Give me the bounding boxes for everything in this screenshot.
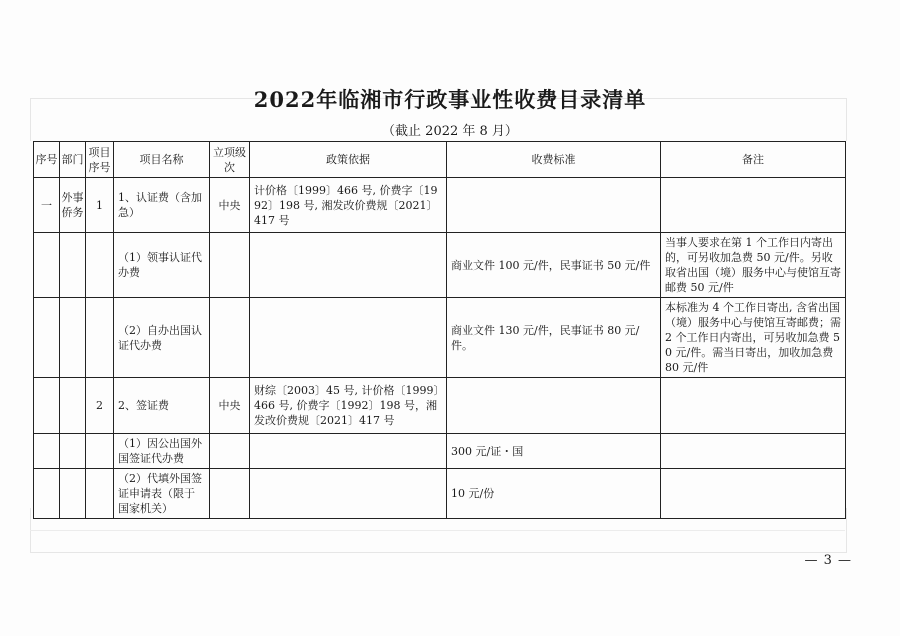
header-level: 立项级次 [210,142,250,178]
cell-level [210,298,250,378]
cell-standard: 商业文件 130 元/件，民事证书 80 元/件。 [447,298,661,378]
cell-dept [60,434,86,469]
cell-level [210,434,250,469]
cell-policy [250,298,447,378]
cell-note: 当事人要求在第 1 个工作日内寄出的，可另收加急费 50 元/件。另收取省出国（境）服务中心与使馆互寄邮费 50 元/件 [661,233,846,298]
cell-item-name: （2）自办出国认证代办费 [114,298,210,378]
cell-level: 中央 [210,378,250,434]
header-standard: 收费标准 [447,142,661,178]
cell-standard [447,178,661,233]
cell-dept [60,233,86,298]
cell-item-name: 2、签证费 [114,378,210,434]
cell-level [210,233,250,298]
header-item-name: 项目名称 [114,142,210,178]
cell-seq [34,469,60,519]
page-subtitle: （截止 2022 年 8 月） [382,124,518,139]
cell-standard: 商业文件 100 元/件，民事证书 50 元/件 [447,233,661,298]
cell-level [210,469,250,519]
header-note: 备注 [661,142,846,178]
cell-level: 中央 [210,178,250,233]
cell-dept [60,298,86,378]
cell-seq [34,233,60,298]
bleed-through-line [30,530,845,531]
table-row [34,233,846,298]
cell-seq [34,298,60,378]
cell-dept [60,469,86,519]
cell-item-name: （2）代填外国签证申请表（限于国家机关） [114,469,210,519]
cell-item-name: 1、认证费（含加急） [114,178,210,233]
header-seq: 序号 [34,142,60,178]
table-row [34,378,846,434]
cell-standard: 300 元/证・国 [447,434,661,469]
cell-note: 本标准为 4 个工作日寄出, 含省出国（境）服务中心与使馆互寄邮费；需 2 个工作日内寄出，可另收加急费 50 元/件。需当日寄出，加收加急费 80 元/件 [661,298,846,378]
page-title: 2022年临湘市行政事业性收费目录清单 [253,87,647,112]
cell-policy [250,233,447,298]
cell-item-name: （1）因公出国外国签证代办费 [114,434,210,469]
cell-dept [60,378,86,434]
cell-policy: 财综〔2003〕45 号, 计价格〔1999〕466 号, 价费字〔1992〕198 号，湘发改价费规〔2021〕417 号 [250,378,447,434]
cell-seq [34,378,60,434]
cell-item-no: 1 [86,178,114,233]
cell-policy [250,434,447,469]
table-row [34,178,846,233]
table-row [34,298,846,378]
cell-standard: 10 元/份 [447,469,661,519]
table-row [34,434,846,469]
page-number: — 3 — [804,553,852,568]
cell-policy [250,469,447,519]
fee-table [33,141,846,519]
cell-policy: 计价格〔1999〕466 号, 价费字〔1992〕198 号, 湘发改价费规〔2021〕417 号 [250,178,447,233]
cell-note [661,434,846,469]
cell-item-no: 2 [86,378,114,434]
cell-note [661,178,846,233]
header-policy: 政策依据 [250,142,447,178]
cell-standard [447,378,661,434]
cell-note [661,469,846,519]
cell-item-name: （1）领事认证代办费 [114,233,210,298]
cell-dept: 外事侨务 [60,178,86,233]
cell-item-no [86,233,114,298]
cell-seq [34,434,60,469]
cell-note [661,378,846,434]
header-dept: 部门 [60,142,86,178]
cell-item-no [86,298,114,378]
table-header-row [34,142,846,178]
cell-item-no [86,434,114,469]
header-item-no: 项目序号 [86,142,114,178]
cell-item-no [86,469,114,519]
cell-seq: 一 [34,178,60,233]
table-row [34,469,846,519]
